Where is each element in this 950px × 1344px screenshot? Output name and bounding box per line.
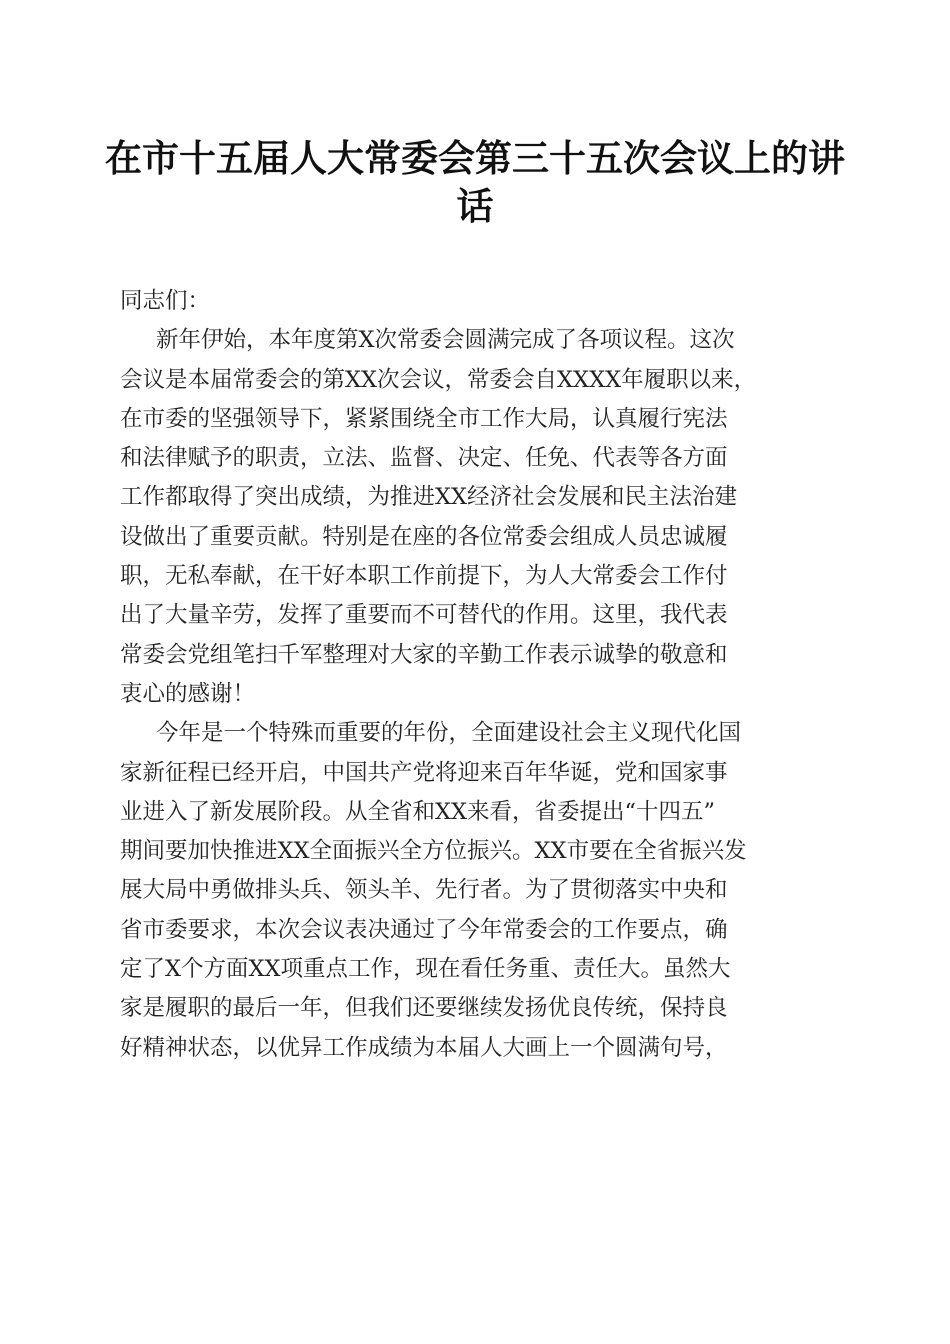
title-line: 话 <box>456 184 494 228</box>
paragraph-line: 职，无私奉献，在干好本职工作前提下，为人大常委会工作付 <box>120 563 728 590</box>
paragraph-line: 期间要加快推进XX全面振兴全方位振兴。XX市要在全省振兴发 <box>120 838 747 865</box>
paragraph-line: 出了大量辛劳，发挥了重要而不可替代的作用。这里，我代表 <box>120 602 728 629</box>
paragraph-line: 设做出了重要贡献。特别是在座的各位常委会组成人员忠诚履 <box>120 523 728 550</box>
paragraph-line: 今年是一个特殊而重要的年份，全面建设社会主义现代化国 <box>156 720 742 747</box>
document-body <box>120 282 840 1068</box>
paragraph-line: 衷心的感谢！ <box>120 680 256 707</box>
paragraph-line: 和法律赋予的职责，立法、监督、决定、任免、代表等各方面 <box>120 445 728 472</box>
paragraph-line: 家新征程已经开启，中国共产党将迎来百年华诞，党和国家事 <box>120 759 728 786</box>
paragraph-line: 常委会党组笔扫千军整理对大家的辛勤工作表示诚挚的敬意和 <box>120 641 728 668</box>
document-title <box>100 134 850 230</box>
paragraph-line: 家是履职的最后一年，但我们还要继续发扬优良传统，保持良 <box>120 995 728 1022</box>
title-line: 在市十五届人大常委会第三十五次会议上的讲 <box>105 136 845 180</box>
salutation: 同志们： <box>120 288 211 314</box>
paragraph-line: 会议是本届常委会的第XX次会议，常委会自XXXX年履职以来， <box>120 366 757 393</box>
paragraph-2 <box>120 714 840 1068</box>
paragraph-line: 定了X个方面XX项重点工作，现在看任务重、责任大。虽然大 <box>120 956 731 983</box>
paragraph-line: 展大局中勇做排头兵、领头羊、先行者。为了贯彻落实中央和 <box>120 877 728 904</box>
paragraph-line: 工作都取得了突出成绩，为推进XX经济社会发展和民主法治建 <box>120 484 738 511</box>
paragraph-line: 好精神状态，以优异工作成绩为本届人大画上一个圆满句号， <box>120 1034 728 1061</box>
paragraph-1 <box>120 321 840 714</box>
paragraph-line: 在市委的坚强领导下，紧紧围绕全市工作大局，认真履行宪法 <box>120 405 728 432</box>
paragraph-line: 业进入了新发展阶段。从全省和XX来看，省委提出“十四五” <box>120 798 716 825</box>
paragraph-line: 新年伊始，本年度第X次常委会圆满完成了各项议程。这次 <box>156 327 735 354</box>
paragraph-line: 省市委要求，本次会议表决通过了今年常委会的工作要点，确 <box>120 916 728 943</box>
